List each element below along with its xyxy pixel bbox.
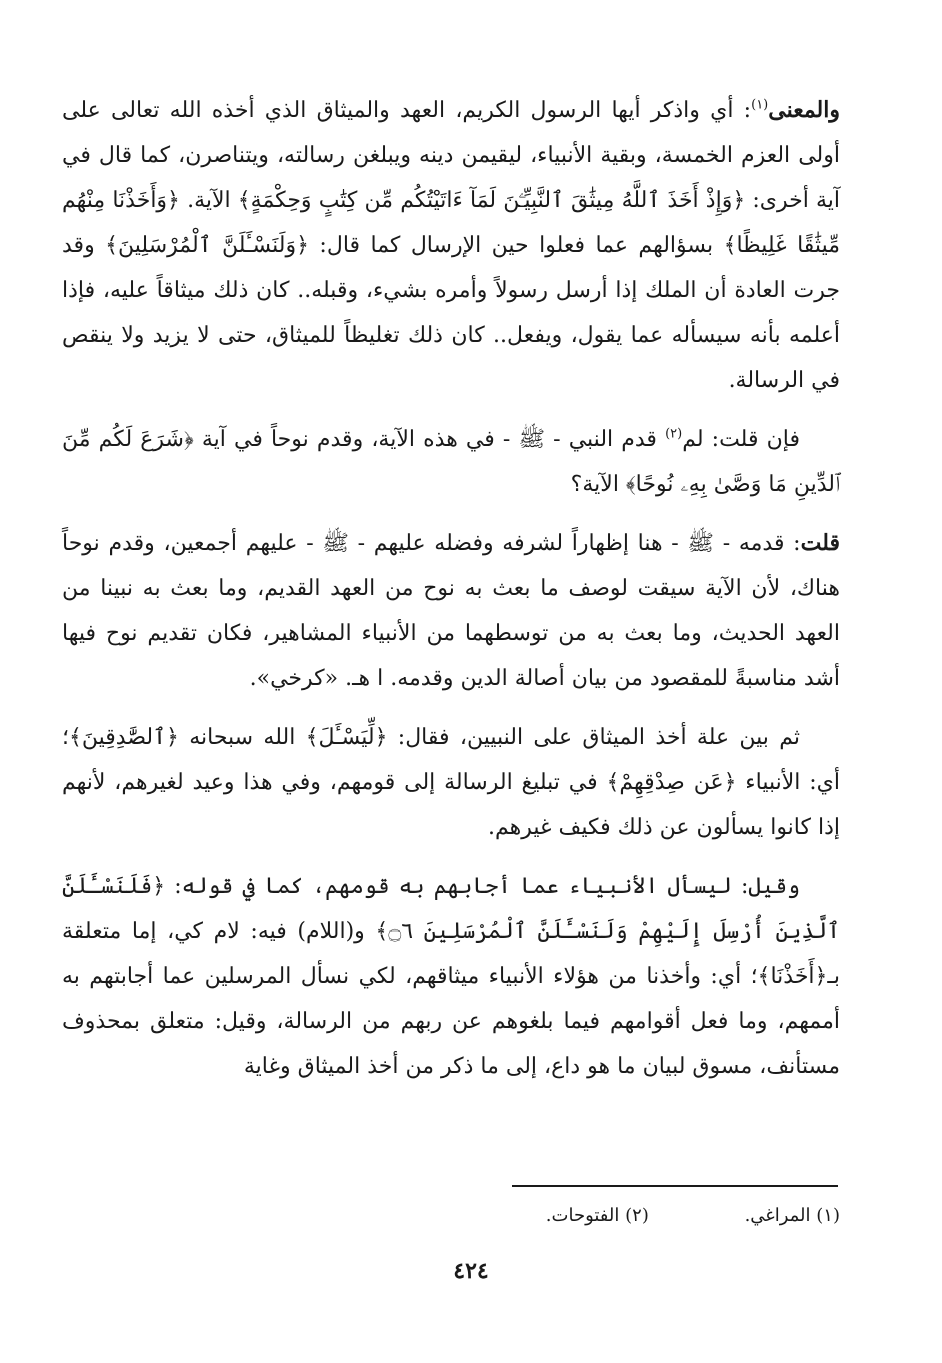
- paragraph-text: وقيل: ليسأل الأنبياء عما أجابهم به قومهم، كما في قوله: ﴿فَلَنَسْـَٔلَنَّ ٱلَّذِينَ أُرْسِلَ إِلَيْهِمْ وَلَنَسْـَٔلَنَّ ٱلْمُرْسَلِينَ ۝٦﴾ و(اللام) فيه: لام كي، إما متعلقة بـ﴿أَخَذْنَا﴾؛ أي: وأخذنا من هؤلاء الأنبياء ميثاقهم، لكي نسأل المرسلين عما أجابتهم به أممهم، وما فعل أقوامهم فيما بلغوهم عن ربهم من الرسالة، وقيل: متعلق بمحذوف مستأنف، مسوق لبيان ما هو داع، إلى ما ذكر من أخذ الميثاق وغاية: [62, 874, 840, 1079]
- paragraph-5: [62, 864, 840, 1089]
- page-number: ٤٢٤: [453, 1258, 489, 1284]
- footnote-reference-2: (٢): [665, 426, 683, 442]
- paragraph-4: [62, 715, 840, 850]
- paragraph-lead-word: والمعنى: [768, 97, 840, 123]
- paragraph-text: : أي واذكر أيها الرسول الكريم، العهد والميثاق الذي أخذه الله تعالى على أولى العزم الخمسة، وبقية الأنبياء، ليقيمن دينه ويبلغن رسالته، ويتناصرن، كما قال في آية أخرى: ﴿وَإِذْ أَخَذَ ٱللَّهُ مِيثَٰقَ ٱلنَّبِيِّـۧنَ لَمَآ ءَاتَيْتُكُم مِّن كِتَٰبٍ وَحِكْمَةٍ﴾ الآية. ﴿وَأَخَذْنَا مِنْهُم مِّيثَٰقًا غَلِيظًا﴾ بسؤالهم عما فعلوا حين الإرسال كما قال: ﴿وَلَنَسْـَٔلَنَّ ٱلْمُرْسَلِينَ﴾ وقد جرت العادة أن الملك إذا أرسل رسولاً وأمره بشيء، وقبله.. كان ذلك ميثاقاً عليه، فإذا أعلمه بأنه سيسأله عما يقول، ويفعل.. كان ذلك تغليظاً للميثاق، حتى لا يزيد ولا ينقص في الرسالة.: [62, 98, 840, 393]
- paragraph-text: : قدمه - ﷺ - هنا إظهاراً لشرفه وفضله عليهم - ﷺ - عليهم أجمعين، وقدم نوحاً هناك، لأن الآية سيقت لوصف ما بعث به نوح من العهد القديم، وما بعث به نبينا من العهد الحديث، وما بعث به من توسطهما من الأنبياء المشاهير، فكان تقديم نوح فيها أشد مناسبةً للمقصود من بيان أصالة الدين وقدمه. ا هـ. «كرخي».: [62, 531, 841, 691]
- footnote-divider: [512, 1185, 838, 1187]
- footnote-2: (٢) الفتوحات.: [545, 1205, 649, 1226]
- footnote-reference-1: (١): [751, 97, 769, 113]
- paragraph-text: قدم النبي - ﷺ - في هذه الآية، وقدم نوحاً في آية ﴿شَرَعَ لَكُم مِّنَ ٱلدِّينِ مَا وَصَّىٰ بِهِۦ نُوحًا﴾ الآية؟: [62, 427, 840, 497]
- footnotes: [62, 1200, 840, 1232]
- paragraph-2: [62, 417, 840, 507]
- paragraph-text: ثم بين علة أخذ الميثاق على النبيين، فقال: ﴿لِّيَسْـَٔلَ﴾ الله سبحانه ﴿ٱلصَّٰدِقِينَ﴾؛ أي: الأنبياء ﴿عَن صِدْقِهِمْ﴾ في تبليغ الرسالة إلى قومهم، وفي هذا وعيد لغيرهم، لأنهم إذا كانوا يسألون عن ذلك فكيف غيرهم.: [62, 725, 840, 840]
- footnote-1: (١) المراغي.: [744, 1205, 840, 1226]
- paragraph-lead-word: قلت: [800, 530, 840, 556]
- page-body: [62, 88, 840, 1103]
- paragraph-text: فإن قلت: لم: [682, 427, 800, 452]
- paragraph-3: [62, 521, 840, 701]
- paragraph-1: [62, 88, 840, 403]
